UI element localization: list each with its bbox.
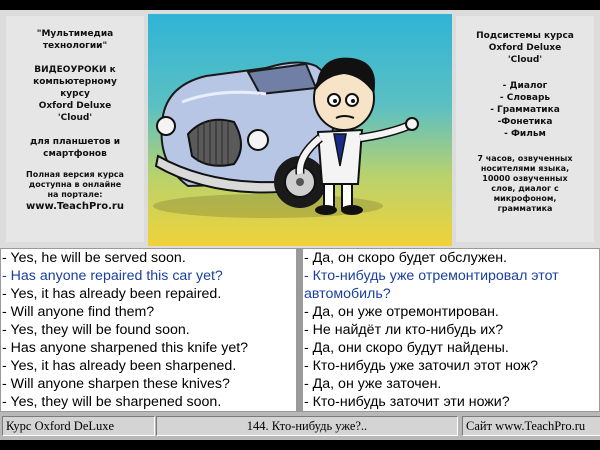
dialog-line[interactable]: - Will anyone find them? xyxy=(2,304,155,320)
subsystems-info: 7 часов, озвученных носителями языка, 10000 озвученных слов, диалог с микрофоном, грамматика xyxy=(477,154,573,213)
dialog-line[interactable]: - Да, он уже заточен. xyxy=(304,376,442,392)
dialog-line[interactable]: - Yes, they will be found soon. xyxy=(2,322,190,338)
status-bar xyxy=(0,412,600,450)
bottom-black-bar xyxy=(0,440,600,450)
dialog-line[interactable]: - Yes, he will be served soon. xyxy=(2,250,186,266)
russian-dialog-column[interactable] xyxy=(303,249,599,411)
top-black-bar xyxy=(0,0,600,10)
dialog-line[interactable]: - Yes, it has already been sharpened. xyxy=(2,358,237,374)
promo-title: "Мультимедиа технологии" xyxy=(36,29,114,51)
subsystem-dialog: - Диалог xyxy=(502,81,548,91)
dialog-line[interactable]: - Has anyone sharpened this knife yet? xyxy=(2,340,249,356)
promo-video-lessons: ВИДЕОУРОКИ к компьютерному курсу Oxford Deluxe 'Cloud' xyxy=(33,65,117,123)
dialog-line[interactable]: - Yes, they will be sharpened soon. xyxy=(2,394,222,410)
dialog-line[interactable]: - Кто-нибудь уже отремонтировал этот автомобиль? xyxy=(304,268,559,302)
status-course: Курс Oxford DeLuxe xyxy=(2,416,155,436)
status-lesson: 144. Кто-нибудь уже?.. xyxy=(156,416,458,436)
subsystem-phonetics: -Фонетика xyxy=(497,117,553,127)
promo-panel-left xyxy=(6,16,144,242)
dialog-line[interactable]: - Да, он скоро будет обслужен. xyxy=(304,250,508,266)
dialog-line[interactable]: - Да, они скоро будут найдены. xyxy=(304,340,509,356)
lesson-banner xyxy=(0,10,600,248)
dialog-line[interactable]: - Да, он уже отремонтирован. xyxy=(304,304,499,320)
subsystem-film: - Фильм xyxy=(504,129,546,139)
promo-site-link[interactable]: www.TeachPro.ru xyxy=(26,201,124,212)
dialog-line[interactable]: - Кто-нибудь заточит эти ножи? xyxy=(304,394,510,410)
subsystem-grammar: - Грамматика xyxy=(490,105,560,115)
dialog-line[interactable]: - Yes, it has already been repaired. xyxy=(2,286,222,302)
illustration-svg xyxy=(148,14,452,246)
dialog-line[interactable]: - Не найдёт ли кто-нибудь их? xyxy=(304,322,504,338)
status-site[interactable]: Сайт www.TeachPro.ru xyxy=(462,416,600,436)
subsystems-title: Подсистемы курса Oxford Deluxe 'Cloud' xyxy=(476,31,574,65)
subsystem-dictionary: - Словарь xyxy=(499,93,551,103)
promo-devices: для планшетов и смартфонов xyxy=(29,137,121,159)
dialog-line[interactable]: - Кто-нибудь уже заточил этот нож? xyxy=(304,358,539,374)
subsystems-list xyxy=(456,80,594,140)
subsystems-panel-right xyxy=(456,16,594,242)
dialog-area xyxy=(0,248,600,412)
promo-full-version: Полная версия курса доступна в онлайне на портале: xyxy=(26,170,124,199)
english-dialog-column[interactable] xyxy=(1,249,296,411)
dialog-line[interactable]: - Will anyone sharpen these knives? xyxy=(2,376,230,392)
dialog-line[interactable]: - Has anyone repaired this car yet? xyxy=(2,268,223,284)
car-and-cartoon-man-illustration xyxy=(148,14,452,246)
